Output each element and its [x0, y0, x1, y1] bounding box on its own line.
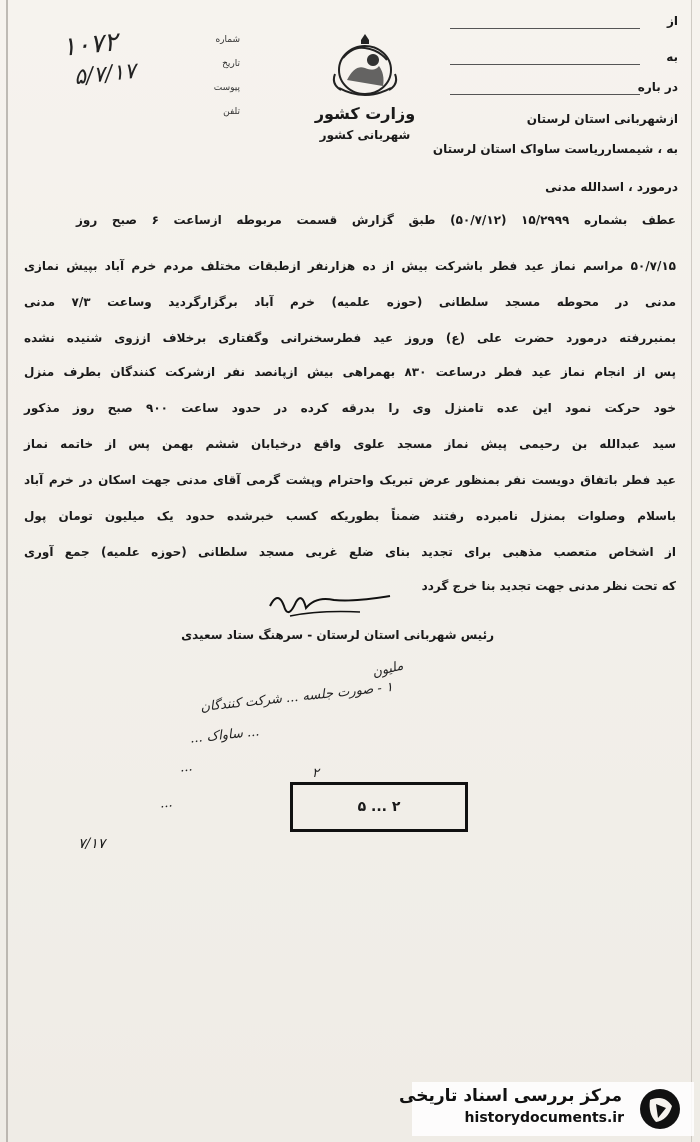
handwritten-line: ... ساواک ... [189, 724, 261, 747]
field-regarding-label: در باره [637, 80, 678, 94]
handwritten-margin-note: ملیون [370, 658, 405, 681]
signature-scribble-icon [260, 586, 400, 626]
meta-label-attachment: پیوست [213, 83, 240, 93]
watermark [399, 1082, 694, 1136]
subject-line: درمورد ، اسدالله مدنی [545, 180, 678, 194]
watermark-url: historydocuments.ir [464, 1110, 624, 1126]
body-line: ۵۰/۷/۱۵ مراسم نماز عید فطر باشرکت بیش از ده هزارنفر ازطبقات مختلف مردم خرم آباد بپیش نمازی [24, 259, 676, 273]
handwritten-line: ... [179, 759, 194, 776]
body-line: از اشخاص متعصب مذهبی برای تجدید بنای ضلع غربی مسجد سلطانی (حوزه علمیه) جمع آوری [24, 545, 676, 559]
to-line: به ، شیمسارریاست ساواک استان لرستان [432, 142, 678, 156]
body-line: عطف بشماره ۱۵/۲۹۹۹ (۵۰/۷/۱۲) طبق گزارش قسمت مربوطه ازساعت ۶ صبح روز [76, 213, 676, 227]
body-line: بمنبررفته درمورد حضرت علی (ع) وروز عید فطرسخنرانی وگفتاری برخلاف اززوی شنیده نشده [24, 331, 676, 345]
body-line: که تحت نظر مدنی جهت تجدید بنا خرج گردد [421, 579, 676, 593]
field-regarding-line [450, 94, 640, 95]
archive-logo-icon [636, 1086, 684, 1132]
from-line: ازشهربانی استان لرستان [526, 112, 678, 126]
handwritten-line: ۱ - صورت جلسه ... شرکت کنندگان [199, 679, 394, 716]
meta-labels [170, 28, 240, 124]
page-edge-left [6, 0, 8, 1142]
signer-name: رئیس شهربانی استان لرستان - سرهنگ ستاد سعیدی [181, 628, 494, 642]
body-line: مدنی در محوطه مسجد سلطانی (حوزه علمیه) خرم آباد برگزارگردید وساعت ۷/۳ مدنی [24, 295, 676, 309]
field-from-line [450, 28, 640, 29]
lion-sun-emblem-icon [325, 30, 405, 102]
page-edge-right [691, 0, 692, 1142]
ministry-subtitle: شهربانی کشور [319, 128, 411, 142]
body-line: خود حرکت نمود این عده تامنزل وی را بدرقه کرده در حدود ساعت ۹۰۰ صبح روز مذکور [24, 401, 676, 415]
handwritten-number: ۱۰۷۲ [60, 27, 120, 63]
handwritten-date: ۵/۷/۱۷ [72, 58, 138, 91]
meta-label-number: شماره [215, 35, 240, 45]
stamp-index-number: ۲ [312, 766, 319, 781]
field-from-label: از [666, 14, 678, 28]
body-line: عید فطر باتفاق دویست نفر بمنظور عرض تبریک واحترام وپشت گرمی آقای مدنی جهت اسکان در خرم آباد [24, 473, 676, 487]
meta-label-phone: تلفن [223, 107, 240, 117]
watermark-title: مرکز بررسی اسناد تاریخی [399, 1086, 622, 1106]
body-line: سید عبدالله بن رحیمی پیش نماز مسجد علوی واقع درخیابان ششم بهمن پس از خاتمه نماز [24, 437, 676, 451]
body-line: پس از انجام نماز عید فطر درساعت ۸۳۰ بهمراهی بیش ازپانصد نفر ازشرکت کنندگان بطرف منزل [24, 365, 676, 379]
meta-label-date: تاریخ [222, 59, 240, 69]
field-to-label: به [666, 50, 678, 64]
field-to-line [450, 64, 640, 65]
body-line: باسلام وصلوات بمنزل نامبرده رفتند ضمناً بطوریکه کسب خبرشده حدود یک میلیون تومان پول [24, 509, 676, 523]
ministry-title: وزارت کشور [314, 104, 416, 123]
handwritten-footer-number: ۷/۱۷ [78, 836, 106, 852]
handwritten-line: ... [159, 795, 174, 812]
archive-stamp-box: ۵ ... ۲ [290, 782, 468, 832]
